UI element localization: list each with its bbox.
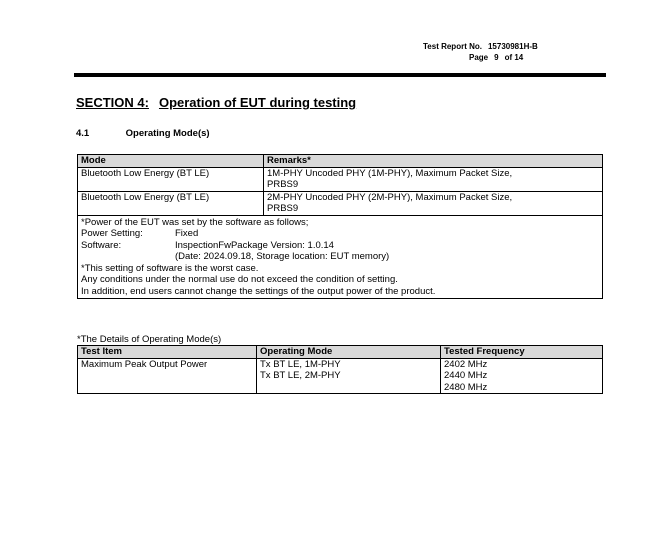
table-row [78, 167, 603, 191]
mode-cell: Bluetooth Low Energy (BT LE) [78, 167, 264, 191]
software-detail-line [81, 251, 599, 263]
subsection-number: 4.1 [76, 128, 90, 139]
subsection-title: Operating Mode(s) [125, 128, 210, 139]
remarks-cell [264, 167, 603, 191]
users-note: In addition, end users cannot change the settings of the output power of the product. [81, 285, 436, 297]
page-current: 9 [494, 53, 499, 62]
operating-mode-details-table [77, 345, 603, 394]
table-header-row [78, 346, 603, 359]
software-label: Software: [81, 239, 122, 251]
software-notes-cell [78, 215, 603, 299]
page-total: of 14 [504, 53, 524, 62]
section-heading [76, 95, 356, 110]
report-number-line [410, 41, 570, 52]
section-number: SECTION 4: [76, 95, 149, 110]
page-label: Page [469, 53, 489, 62]
report-number-value: 15730981H-B [487, 42, 538, 51]
remarks-line: PRBS9 [267, 203, 299, 214]
conditions-note: Any conditions under the normal use do not exceed the condition of setting. [81, 274, 398, 285]
table-header-row [78, 155, 603, 168]
operating-mode-cell [257, 358, 441, 394]
column-header-remarks: Remarks* [264, 155, 603, 168]
header-divider [74, 73, 606, 77]
operating-mode-line: Tx BT LE, 2M-PHY [260, 370, 341, 381]
notes-row [78, 215, 603, 299]
software-value: InspectionFwPackage Version: 1.0.14 [175, 239, 334, 251]
power-setting-label: Power Setting: [81, 228, 143, 239]
column-header-test-item: Test Item [78, 346, 257, 359]
remarks-line: 2M-PHY Uncoded PHY (2M-PHY), Maximum Packet Size, [267, 191, 513, 203]
column-header-tested-frequency: Tested Frequency [441, 346, 603, 359]
table-row [78, 358, 603, 394]
table-row [78, 191, 603, 215]
power-setting-value: Fixed [175, 228, 199, 239]
column-header-mode: Mode [78, 155, 264, 168]
power-setting-line [81, 228, 599, 240]
column-header-operating-mode: Operating Mode [257, 346, 441, 359]
software-line [81, 240, 599, 252]
subsection-heading [76, 128, 210, 139]
report-number-label: Test Report No. [423, 42, 482, 51]
tested-frequency-cell [441, 358, 603, 394]
section-title: Operation of EUT during testing [158, 95, 357, 110]
frequency-line: 2402 MHz [444, 358, 488, 370]
operating-modes-table [77, 154, 603, 299]
details-caption: *The Details of Operating Mode(s) [77, 334, 222, 345]
software-detail: (Date: 2024.09.18, Storage location: EUT memory) [175, 251, 390, 262]
frequency-line: 2440 MHz [444, 370, 488, 381]
mode-cell: Bluetooth Low Energy (BT LE) [78, 191, 264, 215]
worst-case-note: *This setting of software is the worst case. [81, 262, 259, 274]
frequency-line: 2480 MHz [444, 381, 488, 393]
remarks-line: PRBS9 [267, 179, 299, 190]
notes-intro: *Power of the EUT was set by the software as follows; [81, 216, 309, 228]
remarks-cell [264, 191, 603, 215]
operating-mode-line: Tx BT LE, 1M-PHY [260, 358, 341, 370]
report-header [410, 41, 570, 63]
page-number-line [410, 52, 570, 63]
remarks-line: 1M-PHY Uncoded PHY (1M-PHY), Maximum Packet Size, [267, 167, 513, 179]
test-item-cell: Maximum Peak Output Power [78, 358, 257, 394]
